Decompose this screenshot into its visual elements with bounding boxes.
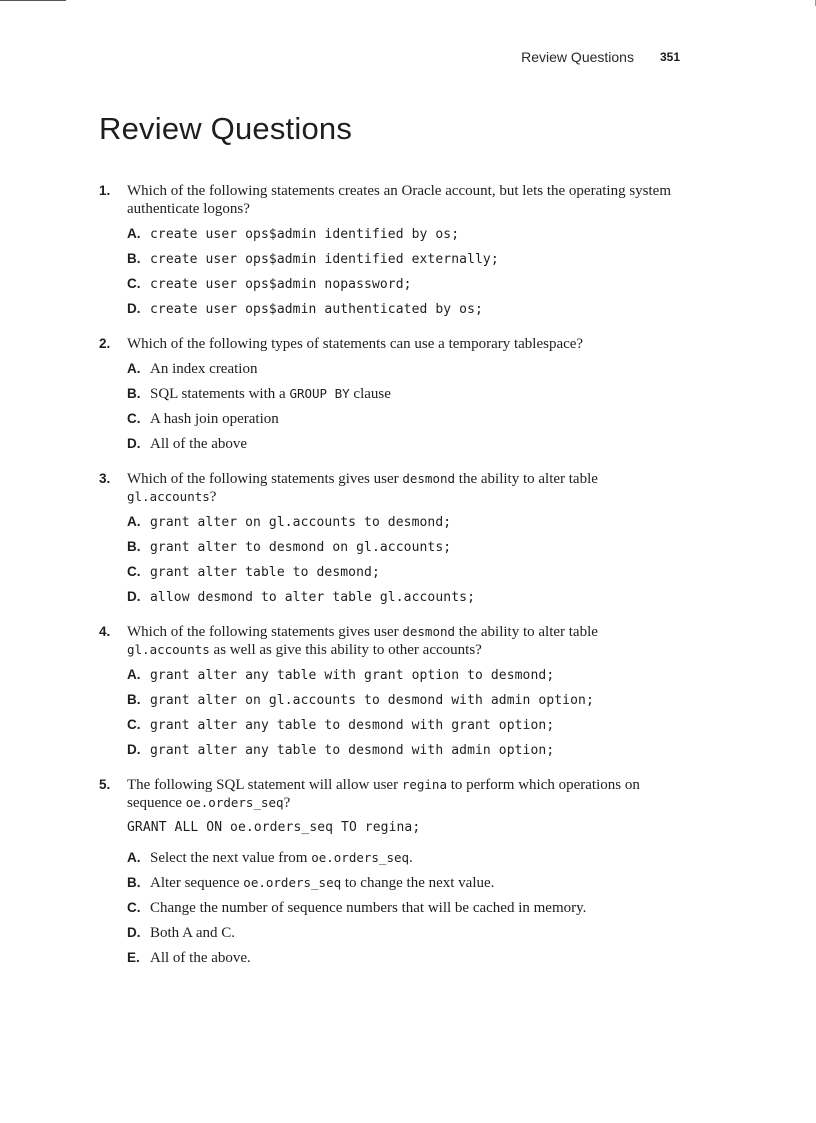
inline-code: desmond (402, 624, 456, 639)
option-c (127, 409, 684, 434)
option-text: create user ops$admin nopassword; (150, 277, 412, 292)
option-letter: C. (127, 411, 141, 426)
option-letter: A. (127, 667, 141, 682)
question-header (99, 334, 684, 353)
inline-code: regina (401, 777, 447, 792)
option-text (150, 384, 391, 404)
option-letter: E. (127, 950, 140, 965)
option-b (127, 690, 684, 715)
question-text: Which of the following types of statements can use a temporary tablespace? (127, 336, 584, 352)
option-text-part: SQL statements with a (150, 386, 290, 402)
option-d (127, 923, 684, 948)
option-text: allow desmond to alter table gl.accounts; (150, 590, 475, 605)
option-letter: C. (127, 717, 141, 732)
option-letter: A. (127, 361, 141, 376)
question-text-part: Which of the following statements gives user (127, 624, 403, 640)
inline-code: desmond (402, 471, 456, 486)
option-b (127, 249, 684, 274)
option-text-part: clause (349, 386, 391, 402)
running-head (521, 47, 680, 67)
question-text-part: The following SQL statement will allow user (127, 777, 402, 793)
question-text-part: to perform which operations on sequence (127, 777, 640, 811)
question-text (127, 622, 684, 659)
option-text: A hash join operation (150, 411, 279, 427)
option-b (127, 537, 684, 562)
option-letter: B. (127, 251, 141, 266)
page-number: 351 (659, 50, 680, 64)
option-d (127, 434, 684, 459)
sql-code-line: GRANT ALL ON oe.orders_seq TO regina; (127, 820, 421, 835)
option-text: grant alter on gl.accounts to desmond; (150, 515, 452, 530)
option-c (127, 715, 684, 740)
option-text: Change the number of sequence numbers that will be cached in memory. (150, 900, 587, 916)
option-b (127, 384, 684, 409)
option-a (127, 665, 684, 690)
option-letter: D. (127, 301, 141, 316)
option-e (127, 948, 684, 973)
option-text: grant alter any table with grant option to desmond; (150, 668, 555, 683)
question-number: 3. (99, 471, 111, 486)
option-a (127, 848, 684, 873)
question-2 (99, 334, 684, 459)
question-text (127, 469, 684, 506)
answer-options (127, 848, 684, 973)
option-d (127, 299, 684, 324)
question-text-part: the ability to alter table (455, 471, 598, 487)
answer-options (127, 224, 684, 324)
option-letter: A. (127, 226, 141, 241)
option-letter: B. (127, 539, 141, 554)
question-number: 1. (99, 183, 111, 198)
question-text: Which of the following statements creates an Oracle account, but lets the operating system authenticate logons? (127, 183, 671, 217)
option-letter: A. (127, 850, 141, 865)
running-head-title: Review Questions (521, 49, 634, 65)
option-text: All of the above. (150, 950, 251, 966)
option-c (127, 898, 684, 923)
question-5 (99, 775, 684, 973)
option-d (127, 740, 684, 765)
option-letter: B. (127, 692, 141, 707)
option-a (127, 512, 684, 537)
inline-code: GROUP BY (289, 386, 350, 401)
option-text: grant alter table to desmond; (150, 565, 380, 580)
option-text: grant alter on gl.accounts to desmond with admin option; (150, 693, 594, 708)
option-text (150, 873, 494, 893)
option-text-part: Alter sequence (150, 875, 244, 891)
option-letter: C. (127, 564, 141, 579)
question-3 (99, 469, 684, 612)
answer-options (127, 359, 684, 459)
option-text: All of the above (150, 436, 248, 452)
page-title: Review Questions (99, 111, 353, 146)
option-letter: B. (127, 875, 141, 890)
question-number: 2. (99, 336, 111, 351)
answer-options (127, 665, 684, 765)
option-text (150, 848, 413, 868)
option-letter: D. (127, 436, 141, 451)
option-letter: D. (127, 589, 141, 604)
question-number: 4. (99, 624, 111, 639)
question-header (99, 622, 684, 659)
option-text: create user ops$admin identified by os; (150, 227, 460, 242)
question-header (99, 469, 684, 506)
question-number: 5. (99, 777, 111, 792)
option-letter: D. (127, 925, 141, 940)
option-letter: D. (127, 742, 141, 757)
option-c (127, 562, 684, 587)
inline-code: oe.orders_seq (185, 795, 284, 810)
option-text: create user ops$admin identified externally; (150, 252, 499, 267)
question-text-part: as well as give this ability to other accounts? (209, 642, 482, 658)
option-a (127, 359, 684, 384)
question-header (99, 775, 684, 812)
option-letter: B. (127, 386, 141, 401)
question-1 (99, 181, 684, 324)
question-text-part: ? (209, 489, 217, 505)
option-text-part: to change the next value. (341, 875, 495, 891)
inline-code: gl.accounts (127, 642, 210, 657)
option-text: grant alter any table to desmond with admin option; (150, 743, 555, 758)
option-text: An index creation (150, 361, 258, 377)
inline-code: gl.accounts (127, 489, 210, 504)
corner-crop-mark (0, 0, 66, 1)
answer-options (127, 512, 684, 612)
question-text (127, 775, 684, 812)
question-text-part: ? (283, 795, 291, 811)
option-text: grant alter any table to desmond with grant option; (150, 718, 555, 733)
option-a (127, 224, 684, 249)
option-letter: A. (127, 514, 141, 529)
question-4 (99, 622, 684, 765)
option-letter: C. (127, 900, 141, 915)
option-text-part: . (409, 850, 413, 866)
option-text-part: Select the next value from (150, 850, 312, 866)
question-header (99, 181, 684, 218)
option-b (127, 873, 684, 898)
option-text: grant alter to desmond on gl.accounts; (150, 540, 452, 555)
inline-code: oe.orders_seq (243, 875, 342, 890)
question-list (99, 181, 684, 983)
option-letter: C. (127, 276, 141, 291)
question-text-part: the ability to alter table (455, 624, 598, 640)
question-text-part: Which of the following statements gives user (127, 471, 403, 487)
inline-code: oe.orders_seq (311, 850, 410, 865)
option-d (127, 587, 684, 612)
option-text: Both A and C. (150, 925, 236, 941)
option-c (127, 274, 684, 299)
option-text: create user ops$admin authenticated by os; (150, 302, 483, 317)
